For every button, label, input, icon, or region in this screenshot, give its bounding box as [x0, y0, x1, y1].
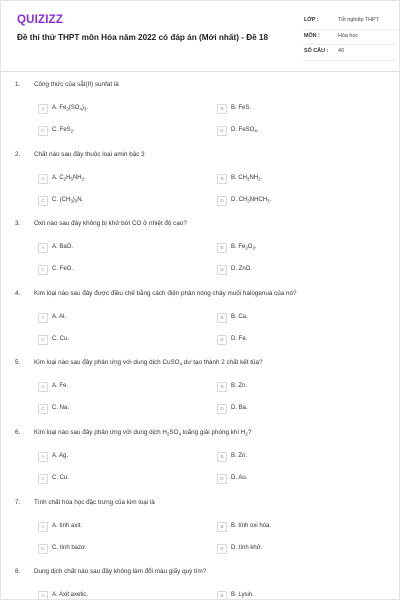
- answer-option-d[interactable]: [217, 336, 367, 346]
- option-text: A. tính axit.: [52, 522, 83, 529]
- option-letter-badge: D: [217, 335, 227, 345]
- option-text: B. Zn.: [231, 453, 248, 459]
- question-block: [1, 290, 399, 360]
- meta-table: [303, 14, 397, 61]
- option-letter-badge: D: [217, 196, 227, 206]
- option-text: B. FeS.: [231, 105, 252, 111]
- answer-option-b[interactable]: [217, 592, 367, 600]
- option-letter-badge: A: [38, 104, 48, 114]
- question-text: Oxit nào sau đây không bị khử bởi CO ở nhiệt độ cao?: [34, 220, 187, 228]
- option-letter-badge: A: [38, 382, 48, 392]
- option-text: B. $Fe_2O_3$.: [231, 244, 257, 251]
- question-block: [1, 81, 399, 151]
- option-letter-badge: B: [217, 243, 227, 253]
- answer-option-b[interactable]: [217, 383, 367, 393]
- answer-option-c[interactable]: [38, 405, 188, 415]
- option-letter-badge: D: [217, 544, 227, 554]
- question-block: [1, 359, 399, 429]
- worksheet-header: [1, 1, 399, 71]
- option-text: C. FeS$_2$.: [52, 127, 75, 134]
- option-letter-badge: A: [38, 174, 48, 184]
- option-text: D. Au.: [231, 475, 248, 481]
- option-letter-badge: A: [38, 243, 48, 253]
- option-text: A. $Fe_2(SO_4)_3$.: [52, 105, 89, 112]
- question-text: Dung dịch chất nào sau đây không làm đổi màu giấy quỳ tím?: [34, 568, 207, 576]
- question-text: Kim loại nào sau đây phản ứng với dung dịch $H_2SO_4$ loãng giải phóng khí $H_2$?: [34, 429, 252, 437]
- question-block: [1, 499, 399, 569]
- meta-label: SỐ CÂU :: [304, 48, 329, 54]
- option-text: A. $C_2H_5NH_2$.: [52, 174, 86, 182]
- question-block: [1, 151, 399, 221]
- option-letter-badge: C: [38, 196, 48, 206]
- answer-option-a[interactable]: [38, 244, 188, 254]
- answer-option-a[interactable]: [38, 314, 188, 324]
- meta-row-question-count: [303, 45, 397, 61]
- meta-value: Tốt nghiệp THPT: [338, 17, 379, 23]
- option-letter-badge: B: [217, 522, 227, 532]
- question-number: 5.: [15, 359, 21, 367]
- question-text: Kim loại nào sau đây được điều chế bằng cách điện phân nóng chảy muối halogenua của nó?: [34, 289, 297, 297]
- option-text: B. $CH_3NH_2$.: [231, 174, 263, 182]
- option-text: B. Lysin.: [231, 592, 254, 599]
- option-text: C. Na.: [52, 405, 70, 412]
- option-text: A. Axit axetic.: [52, 592, 89, 599]
- option-letter-badge: B: [217, 382, 227, 392]
- option-text: D. $CH_3NHCH_3$.: [231, 196, 272, 204]
- option-letter-badge: C: [38, 474, 48, 484]
- option-letter-badge: C: [38, 544, 48, 554]
- option-letter-badge: A: [38, 591, 48, 600]
- option-text: A. Al.: [52, 313, 67, 320]
- option-text: C. tính bazơ.: [52, 544, 87, 551]
- answer-option-b[interactable]: [217, 314, 367, 324]
- answer-option-a[interactable]: [38, 453, 188, 463]
- option-letter-badge: C: [38, 335, 48, 345]
- question-number: 2.: [15, 150, 21, 158]
- option-text: A. Ag.: [52, 453, 69, 459]
- answer-option-c[interactable]: [38, 336, 188, 346]
- answer-option-a[interactable]: [38, 523, 188, 533]
- question-block: [1, 568, 399, 600]
- answer-option-d[interactable]: [217, 127, 367, 137]
- option-text: D. tính khử.: [231, 544, 263, 551]
- option-letter-badge: A: [38, 522, 48, 532]
- option-letter-badge: C: [38, 404, 48, 414]
- question-number: 7.: [15, 498, 21, 506]
- option-text: A. BaO.: [52, 244, 74, 251]
- answer-option-a[interactable]: [38, 383, 188, 393]
- option-letter-badge: D: [217, 404, 227, 414]
- question-text: Công thức của sắt(II) sunfat là: [34, 81, 119, 88]
- option-letter-badge: B: [217, 313, 227, 323]
- option-letter-badge: A: [38, 452, 48, 462]
- question-number: 8.: [15, 568, 21, 576]
- question-number: 3.: [15, 220, 21, 228]
- answer-option-d[interactable]: [217, 545, 367, 555]
- question-number: 1.: [15, 81, 21, 88]
- option-letter-badge: B: [217, 591, 227, 600]
- option-text: C. $(CH_3)_3N$.: [52, 196, 84, 204]
- header-divider: [1, 71, 399, 72]
- meta-label: MÔN :: [304, 32, 320, 39]
- answer-option-c[interactable]: [38, 266, 188, 276]
- answer-option-d[interactable]: [217, 405, 367, 415]
- option-text: C. FeO.: [52, 266, 74, 273]
- meta-row-class: [303, 14, 397, 30]
- answer-option-b[interactable]: [217, 175, 367, 185]
- option-text: C. Cu.: [52, 335, 70, 342]
- answer-option-a[interactable]: [38, 592, 188, 600]
- answer-option-c[interactable]: [38, 545, 188, 555]
- option-text: C. Cu.: [52, 475, 70, 481]
- meta-value: Hóa học: [338, 32, 359, 39]
- option-letter-badge: D: [217, 265, 227, 275]
- question-block: [1, 429, 399, 499]
- option-text: A. Fe.: [52, 383, 69, 390]
- answer-option-d[interactable]: [217, 475, 367, 485]
- question-text: Chất nào sau đây thuộc loại amin bậc 3: [34, 150, 145, 158]
- question-number: 6.: [15, 429, 21, 436]
- option-letter-badge: C: [38, 265, 48, 275]
- option-text: B. Ca.: [231, 313, 248, 320]
- option-letter-badge: B: [217, 452, 227, 462]
- option-text: D. FeSO$_4$.: [231, 127, 259, 134]
- answer-option-b[interactable]: [217, 523, 367, 533]
- question-text: Tính chất hóa học đặc trưng của kim loại là: [34, 498, 155, 506]
- option-text: D. Fe.: [231, 335, 248, 342]
- answer-option-d[interactable]: [217, 266, 367, 276]
- option-text: B. tính oxi hóa.: [231, 522, 272, 529]
- quizizz-logo: QUIZIZZ: [17, 14, 64, 26]
- option-text: B. Zn.: [231, 383, 248, 390]
- answer-option-d[interactable]: [217, 197, 367, 207]
- option-text: D. ZnO.: [231, 266, 253, 273]
- option-letter-badge: D: [217, 126, 227, 136]
- answer-option-b[interactable]: [217, 244, 367, 254]
- answer-option-c[interactable]: [38, 475, 188, 485]
- meta-value: 40: [338, 48, 344, 54]
- option-letter-badge: B: [217, 174, 227, 184]
- question-block: [1, 220, 399, 290]
- meta-label: LỚP :: [304, 17, 319, 23]
- option-letter-badge: D: [217, 474, 227, 484]
- question-number: 4.: [15, 289, 21, 297]
- answer-option-c[interactable]: [38, 127, 188, 137]
- answer-option-b[interactable]: [217, 453, 367, 463]
- option-letter-badge: B: [217, 104, 227, 114]
- option-letter-badge: A: [38, 313, 48, 323]
- answer-option-a[interactable]: [38, 105, 188, 115]
- option-text: D. Ba.: [231, 405, 248, 412]
- option-letter-badge: C: [38, 126, 48, 136]
- answer-option-b[interactable]: [217, 105, 367, 115]
- answer-option-c[interactable]: [38, 197, 188, 207]
- meta-row-subject: [303, 30, 397, 46]
- question-text: Kim loại nào sau đây phản ứng với dung dịch CuSO$_4$ dư tạo thành 2 chất kết tủa?: [34, 359, 263, 367]
- worksheet-title: Đề thi thử THPT môn Hóa năm 2022 có đáp án (Mới nhất) - Đề 18: [17, 33, 269, 42]
- answer-option-a[interactable]: [38, 175, 188, 185]
